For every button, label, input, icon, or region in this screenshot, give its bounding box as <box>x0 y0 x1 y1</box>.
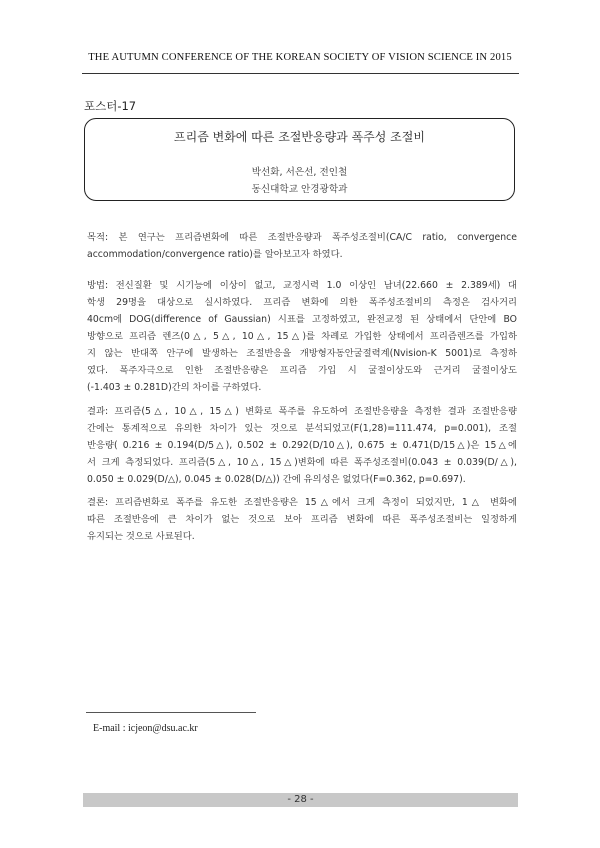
results-line: 간에는 통계적으로 유의한 차이가 있는 것으로 분석되었고(F(1,28)=111.474, p=0.001), 조절 <box>87 423 517 434</box>
methods-line: 였다. 폭주자극으로 인한 조절반응량은 프리즘 가입 시 굴절이상도와 근거리 굴절이상도 <box>87 365 517 376</box>
methods-line: 40cm에 DOG(difference of Gaussian) 시표를 고정하였고, 완전교정 된 상태에서 단안에 BO <box>87 314 517 325</box>
authors: 박선화, 서은선, 전인철 <box>251 167 348 178</box>
results-line: 서 크게 측정되었다. 프리즘(5△, 10△, 15△)변화에 따른 폭주성조절비(0.043 ± 0.039(D/△), <box>87 457 517 468</box>
methods-paragraph <box>87 277 517 396</box>
purpose-line: 목적: 본 연구는 프리즘변화에 따른 조절반응량과 폭주성조절비(CA/C ratio, convergence <box>87 232 517 243</box>
methods-line: 방법: 전신질환 및 시기능에 이상이 없고, 교정시력 1.0 이상인 남녀(22.660 ± 2.389세) 대 <box>87 280 517 291</box>
results-line: 0.050 ± 0.029(D/△), 0.045 ± 0.028(D/△)) 간에 유의성은 없었다(F=0.362, p=0.697). <box>87 474 466 485</box>
methods-line: (-1.403 ± 0.281D)간의 차이를 구하였다. <box>87 382 262 393</box>
paper-title: 프리즘 변화에 따른 조절반응량과 폭주성 조절비 <box>174 130 425 144</box>
page-number: - 28 - <box>287 794 314 805</box>
affiliation: 동신대학교 안경광학과 <box>251 184 348 195</box>
conclusion-line: 따른 조절반응에 큰 차이가 없는 것으로 보아 프리즘 변화에 따른 폭주성조절비는 일정하게 <box>87 514 517 525</box>
page-footer-bar <box>83 793 518 807</box>
methods-line: 학생 29명을 대상으로 실시하였다. 프리즘 변화에 의한 폭주성조절비의 측정은 검사거리 <box>87 297 517 308</box>
results-paragraph <box>87 403 517 488</box>
purpose-paragraph <box>87 229 517 263</box>
footnote-divider <box>86 712 256 713</box>
conference-header: THE AUTUMN CONFERENCE OF THE KOREAN SOCIETY OF VISION SCIENCE IN 2015 <box>88 52 512 63</box>
methods-line: 지 않는 반대쪽 안구에 발생하는 조절반응을 개방형자동안굴절력계(Nvision-K 5001)로 측정하 <box>87 348 517 359</box>
purpose-line: accommodation/convergence ratio)를 알아보고자 하였다. <box>87 249 343 260</box>
methods-line: 방향으로 프리즘 렌즈(0△, 5△, 10△, 15△)를 차례로 가입한 상태에서 프리즘렌즈를 가입하 <box>87 331 517 342</box>
header-divider <box>82 73 519 74</box>
conclusion-line: 유지되는 것으로 사료된다. <box>87 531 195 542</box>
results-line: 반응량( 0.216 ± 0.194(D/5△), 0.502 ± 0.292(D/10△), 0.675 ± 0.471(D/15△)은 15△에 <box>87 440 517 451</box>
poster-number: 포스터-17 <box>84 99 137 113</box>
results-line: 결과: 프리즘(5△, 10△, 15△) 변화로 폭주를 유도하여 조절반응량을 측정한 결과 조절반응량 <box>87 406 517 417</box>
conclusion-paragraph <box>87 494 517 545</box>
conclusion-line: 결론: 프리즘변화로 폭주를 유도한 조절반응량은 15△에서 크게 측정이 되었지만, 1△ 변화에 <box>87 497 517 508</box>
contact-email: E-mail : icjeon@dsu.ac.kr <box>93 723 198 734</box>
title-box <box>84 118 515 201</box>
